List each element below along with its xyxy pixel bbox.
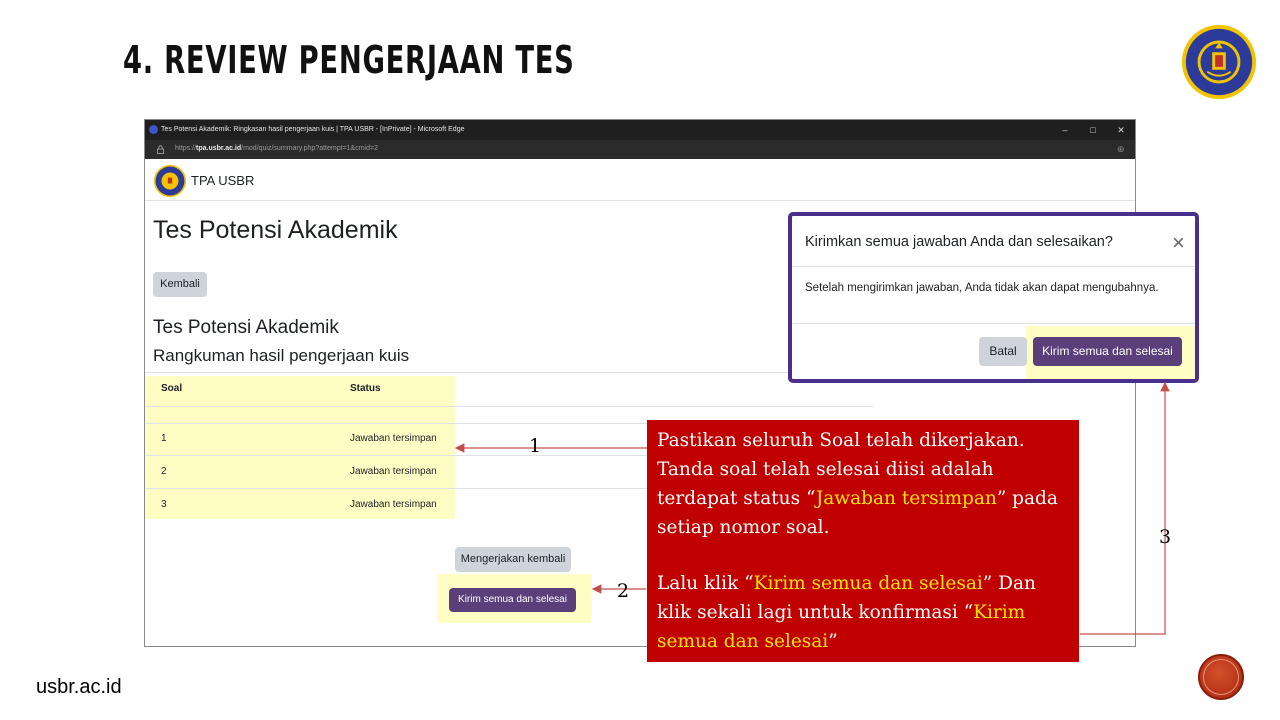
zoom-icon[interactable]: ⊕ bbox=[1117, 144, 1125, 154]
confirm-submit-button[interactable]: Kirim semua dan selesai bbox=[1033, 337, 1182, 366]
slide-title: 4. REVIEW PENGERJAAN TES bbox=[123, 38, 575, 82]
row-status: Jawaban tersimpan bbox=[350, 433, 437, 444]
cancel-button[interactable]: Batal bbox=[979, 337, 1027, 366]
instruction-callout bbox=[647, 420, 1079, 662]
site-name[interactable]: TPA USBR bbox=[191, 173, 255, 188]
close-icon[interactable]: ✕ bbox=[1117, 125, 1125, 135]
minimize-icon[interactable]: – bbox=[1062, 125, 1068, 135]
callout-paragraph-2: Lalu klik “Kirim semua dan selesai” Dan klik sekali lagi untuk konfirmasi “Kirim semua dan selesai” bbox=[657, 573, 1036, 652]
quiz-name: Tes Potensi Akademik bbox=[153, 317, 339, 338]
university-logo bbox=[1180, 23, 1258, 101]
row-soal[interactable]: 1 bbox=[161, 433, 167, 444]
column-header-soal: Soal bbox=[161, 383, 183, 394]
maximize-icon[interactable]: □ bbox=[1090, 125, 1096, 135]
callout-paragraph-1: Pastikan seluruh Soal telah dikerjakan. Tanda soal telah selesai diisi adalah terdapat status “Jawaban tersimpan” pada setiap nomor soal. bbox=[657, 430, 1058, 538]
modal-body: Setelah mengirimkan jawaban, Anda tidak akan dapat mengubahnya. bbox=[805, 282, 1159, 294]
divider bbox=[792, 323, 1195, 324]
divider bbox=[145, 372, 873, 373]
address-bar[interactable] bbox=[145, 140, 1135, 159]
step-number-3: 3 bbox=[1159, 526, 1172, 548]
summary-heading: Rangkuman hasil pengerjaan kuis bbox=[153, 346, 410, 365]
divider bbox=[792, 266, 1195, 267]
page-title: Tes Potensi Akademik bbox=[153, 216, 398, 244]
step-number-1: 1 bbox=[529, 435, 542, 457]
row-status: Jawaban tersimpan bbox=[350, 466, 437, 477]
footer-url[interactable]: usbr.ac.id bbox=[36, 676, 122, 698]
row-soal[interactable]: 3 bbox=[161, 499, 167, 510]
lock-icon bbox=[157, 145, 164, 154]
browser-tab-icon bbox=[149, 125, 158, 134]
table-highlight bbox=[145, 376, 455, 519]
window-title: Tes Potensi Akademik: Ringkasan hasil pengerjaan kuis | TPA USBR - [InPrivate] - Microsoft Edge bbox=[161, 126, 465, 133]
confirm-modal bbox=[788, 212, 1199, 383]
url-text[interactable]: https://tpa.usbr.ac.id/mod/quiz/summary.php?attempt=1&cmid=2 bbox=[175, 145, 378, 152]
site-header bbox=[145, 159, 1135, 201]
decorative-circle bbox=[1198, 654, 1244, 700]
row-soal[interactable]: 2 bbox=[161, 466, 167, 477]
back-button[interactable]: Kembali bbox=[153, 272, 207, 297]
divider bbox=[145, 406, 873, 407]
return-attempt-button[interactable]: Mengerjakan kembali bbox=[455, 547, 571, 572]
step-number-2: 2 bbox=[617, 580, 630, 602]
row-status: Jawaban tersimpan bbox=[350, 499, 437, 510]
modal-title: Kirimkan semua jawaban Anda dan selesaikan? bbox=[805, 234, 1113, 250]
submit-all-button[interactable]: Kirim semua dan selesai bbox=[449, 588, 576, 612]
close-icon[interactable]: × bbox=[1172, 230, 1185, 255]
site-logo[interactable] bbox=[153, 164, 187, 198]
column-header-status: Status bbox=[350, 383, 381, 394]
browser-titlebar bbox=[145, 120, 1135, 140]
